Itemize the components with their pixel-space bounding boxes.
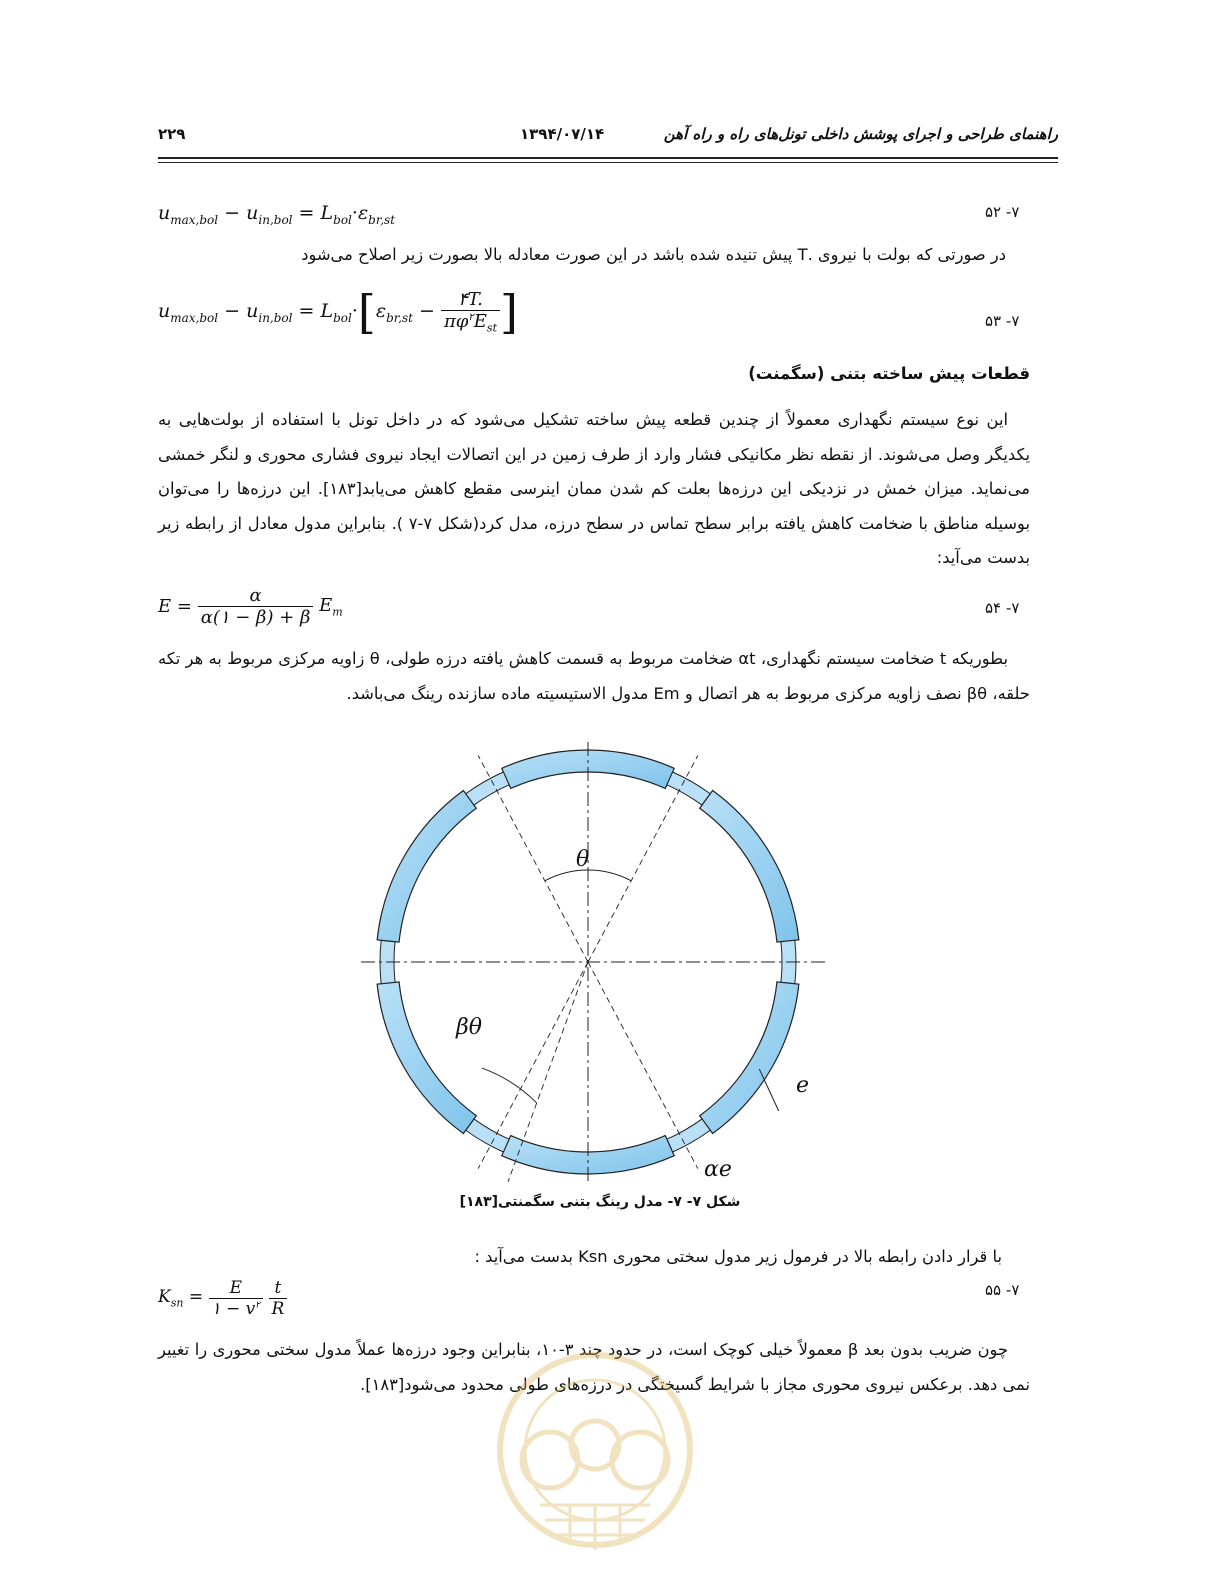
ring-segment bbox=[700, 982, 799, 1134]
equation-55: $K_{sn}$ = $\frac{E}{۱ - v^۲}$ $\frac{t}{R}$ bbox=[158, 1278, 287, 1319]
ring-joint bbox=[667, 772, 710, 805]
figure-caption: شکل ۷- ۷- مدل رینگ بتنی سگمنتی[۱۸۳] bbox=[459, 1194, 741, 1210]
alpha-e-label: αe bbox=[704, 1157, 732, 1182]
paragraph-prestressed: در صورتی که بولت با نیروی .T پیش تنیده شده باشد در این صورت معادله بالا بصورت زیر اصلاح می‌شود bbox=[301, 245, 1006, 264]
ring-joint bbox=[667, 1119, 710, 1152]
watermark-seal bbox=[480, 1330, 710, 1570]
equation-number-52: ۷- ۵۲ bbox=[985, 203, 1020, 221]
equation-number-54: ۷- ۵۴ bbox=[985, 599, 1020, 617]
radial-line bbox=[478, 962, 588, 1169]
ring-segment bbox=[377, 982, 476, 1134]
paragraph-segment: این نوع سیستم نگهداری معمولاً از چندین قطعه پیش ساخته تشکیل می‌شود که در داخل تونل با استفاده از بولت‌هایی به یکدیگر وصل می‌شوند. از نقطه نظر مکانیکی فشار وارد از طرف زمین در این اتصالات ایجاد نیروی فشاری محوری و لنگر خمشی می‌نماید. میزان خمش در نزدیکی این درزه‌ها بعلت کم شدن ممان اینرسی مقطع کاهش می‌یابد[۱۸۳]. این درزه‌ها را می‌توان بوسیله مناطق با ضخامت کاهش یافته برابر سطح تماس در سطح درزه، مدل کرد(شکل ۷-۷ ). بنابراین مدول معادل از رابطه زیر بدست می‌آید: bbox=[158, 410, 1030, 567]
ring-joint bbox=[466, 772, 509, 805]
ring-segment bbox=[377, 790, 476, 942]
e-leader bbox=[759, 1069, 778, 1111]
ring-joint bbox=[466, 1119, 509, 1152]
equation-number-53: ۷- ۵۳ bbox=[985, 312, 1020, 330]
paragraph-axial-stiffness: با قرار دادن رابطه بالا در فرمول زیر مدول سختی محوری Ksn بدست می‌آید : bbox=[474, 1247, 1002, 1266]
equation-52: $u_{max,bol} - u_{in,bol} = L_{bol}\cdot\varepsilon_{br,st}$ bbox=[158, 202, 396, 227]
header-rule-thin bbox=[158, 162, 1058, 163]
segment-ring-figure bbox=[360, 740, 830, 1190]
equation-54: E = $\frac{\alpha}{\alpha(۱ - \beta) + \beta}$ $E_m$ bbox=[158, 585, 343, 628]
beta-theta-arc bbox=[482, 1068, 537, 1103]
beta-theta-label: βθ bbox=[456, 1015, 482, 1040]
paragraph-definitions: بطوریکه t ضخامت سیستم نگهداری، αt ضخامت مربوط به قسمت کاهش یافته درزه طولی، θ زاویه مرکزی مربوط به هر تکه حلقه، βθ نصف زاویه مرکزی مربوط به هر اتصال و Em مدول الاستیسیته ماده سازنده رینگ می‌باشد. bbox=[158, 649, 1030, 703]
page-number: ۲۲۹ bbox=[158, 125, 186, 143]
section-heading: قطعات پیش ساخته بتنی (سگمنت) bbox=[748, 364, 1030, 383]
header-rule bbox=[158, 157, 1058, 159]
book-title: راهنمای طراحی و اجرای پوشش داخلی تونل‌های راه و راه آهن bbox=[663, 125, 1058, 143]
header-date: ۱۳۹۴/۰۷/۱۴ bbox=[520, 125, 605, 143]
theta-label: θ bbox=[576, 847, 590, 872]
ring-segment bbox=[700, 790, 799, 942]
e-label: e bbox=[796, 1073, 810, 1098]
equation-number-55: ۷- ۵۵ bbox=[985, 1281, 1020, 1299]
equation-53: $u_{max,bol} - u_{in,bol} = L_{bol}\cdot[\varepsilon_{br,st}$ − $\frac{۴T.}{\pi\varphi^۲E_{st}}$ ] bbox=[158, 285, 518, 339]
paragraph-beta: چون ضریب بدون بعد β معمولاً خیلی کوچک است، در حدود چند ۳-۱۰، بنابراین وجود درزه‌ها عملاً مدول سختی محوری را تغییر نمی دهد. برعکس نیروی محوری مجاز با شرایط گسیختگی در درزه‌های طولی محدود می‌شود[۱۸۳]. bbox=[158, 1340, 1030, 1394]
